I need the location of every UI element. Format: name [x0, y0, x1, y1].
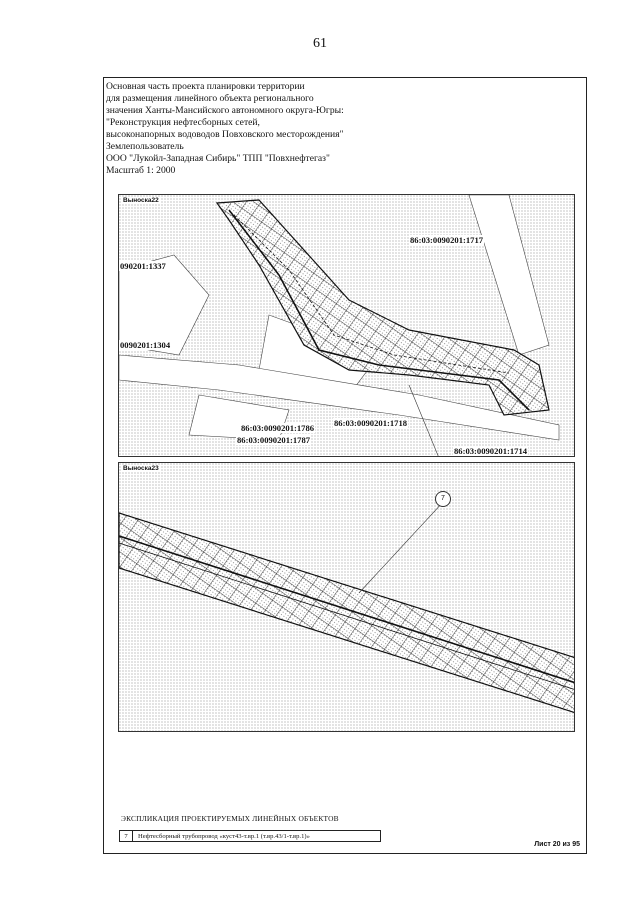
cadastral-number: 86:03:0090201:1717	[410, 235, 484, 245]
cadastral-number: 090201:1337	[120, 261, 166, 271]
inset-label: Выноска22	[123, 197, 159, 204]
document-header	[106, 81, 576, 177]
cadastral-number: 0090201:1304	[120, 340, 171, 350]
header-line: высоконапорных водоводов Повховского месторождения"	[106, 129, 344, 140]
header-line: Масштаб 1: 2000	[106, 165, 176, 176]
explication-row-text: Нефтесборный трубопровод «куст43-т.вр.1 (т.вр.43/1-т.вр.1)»	[138, 833, 310, 840]
map-inset-23	[118, 462, 575, 732]
page-number: 61	[313, 36, 327, 51]
explication-row-number: 7	[120, 831, 133, 841]
map-drawing	[119, 463, 575, 732]
header-line: значения Ханты-Мансийского автономного округа-Югры:	[106, 105, 344, 116]
header-line: "Реконструкция нефтесборных сетей,	[106, 117, 260, 128]
header-line: для размещения линейного объекта регионального	[106, 93, 314, 104]
header-line: ООО "Лукойл-Западная Сибирь" ТПП "Повхнефтегаз"	[106, 153, 330, 164]
cadastral-number: 86:03:0090201:1787	[237, 435, 311, 445]
cadastral-number: 86:03:0090201:1786	[241, 423, 315, 433]
sheet-number: Лист 20 из 95	[534, 841, 580, 848]
map-inset-22	[118, 194, 575, 457]
cadastral-number: 86:03:0090201:1714	[454, 446, 528, 456]
explication-row	[119, 830, 381, 842]
cadastral-number: 86:03:0090201:1718	[334, 418, 408, 428]
explication-title: ЭКСПЛИКАЦИЯ ПРОЕКТИРУЕМЫХ ЛИНЕЙНЫХ ОБЪЕКТОВ	[121, 814, 339, 823]
header-line: Основная часть проекта планировки территории	[106, 81, 305, 92]
object-callout: 7	[435, 491, 451, 507]
inset-label: Выноска23	[123, 465, 159, 472]
header-line: Землепользователь	[106, 141, 184, 152]
